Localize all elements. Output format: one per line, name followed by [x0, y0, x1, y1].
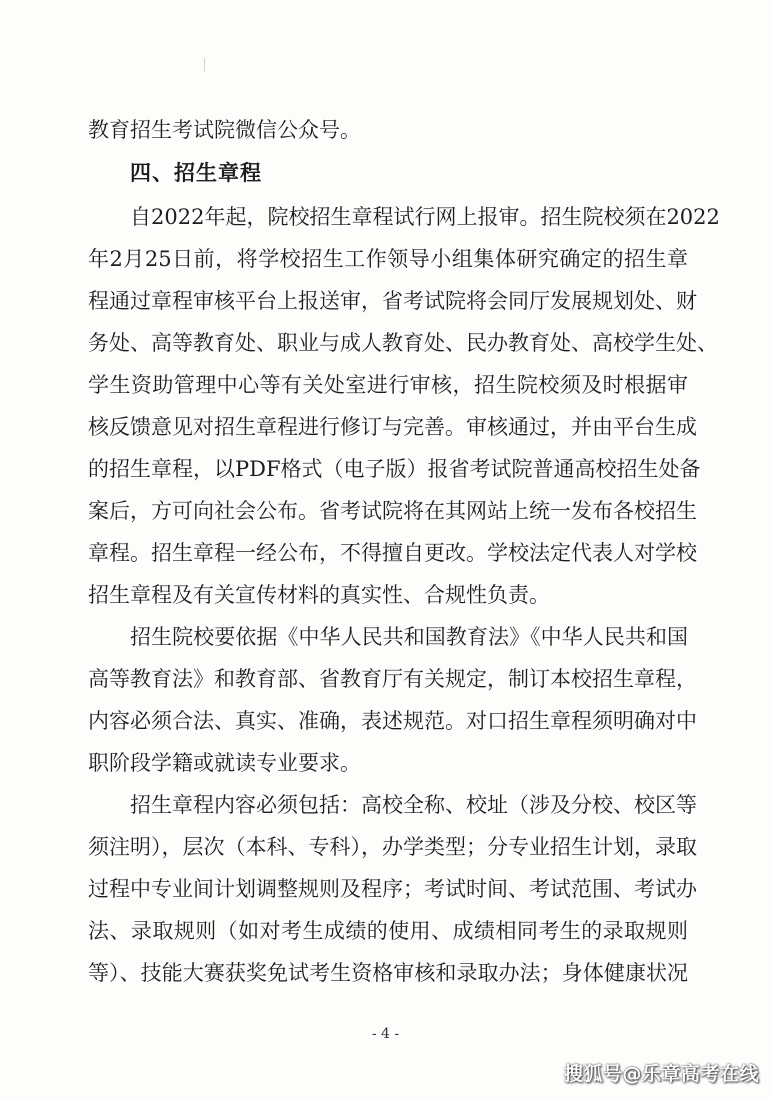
- text-line: 招生院校要依据《中华人民共和国教育法》《中华人民共和国: [130, 625, 688, 649]
- scan-mark: [204, 58, 208, 72]
- text-line: 程通过章程审核平台上报送审，省考试院将会同厅发展规划处、财: [88, 289, 697, 313]
- text-line: 等）、技能大赛获奖免试考生资格审核和录取办法；身体健康状况: [88, 961, 688, 985]
- text-line: 的招生章程，以PDF格式（电子版）报省考试院普通高校招生处备: [88, 457, 701, 481]
- text-line: 内容必须合法、真实、准确，表述规范。对口招生章程须明确对中: [88, 709, 697, 733]
- text-line: 核反馈意见对招生章程进行修订与完善。审核通过，并由平台生成: [88, 415, 697, 439]
- text-line: 职阶段学籍或就读专业要求。: [88, 751, 361, 775]
- text-line: 高等教育法》和教育部、省教育厅有关规定，制订本校招生章程，: [88, 667, 697, 691]
- text-line: 教育招生考试院微信公众号。: [88, 118, 361, 142]
- text-line: 法、录取规则（如对考生成绩的使用、成绩相同考生的录取规则: [88, 919, 688, 943]
- text-line: 自2022年起，院校招生章程试行网上报审。招生院校须在2022: [130, 205, 720, 229]
- watermark: 搜狐号@乐章高考在线: [563, 1063, 759, 1085]
- text-line: 章程。招生章程一经公布，不得擅自更改。学校法定代表人对学校: [88, 541, 697, 565]
- text-line: 招生章程内容必须包括：高校全称、校址（涉及分校、校区等: [130, 793, 697, 817]
- text-line: 过程中专业间计划调整规则及程序；考试时间、考试范围、考试办: [88, 877, 697, 901]
- text-line: 须注明），层次（本科、专科），办学类型；分专业招生计划，录取: [88, 835, 697, 859]
- section-heading: 四、招生章程: [130, 161, 262, 185]
- page-number: - 4 -: [371, 1026, 400, 1042]
- text-line: 务处、高等教育处、职业与成人教育处、民办教育处、高校学生处、: [88, 331, 718, 355]
- text-line: 学生资助管理中心等有关处室进行审核，招生院校须及时根据审: [88, 373, 688, 397]
- text-line: 案后，方可向社会公布。省考试院将在其网站上统一发布各校招生: [88, 499, 697, 523]
- text-line: 招生章程及有关宣传材料的真实性、合规性负责。: [88, 583, 550, 607]
- text-line: 年2月25日前，将学校招生工作领导小组集体研究确定的招生章: [88, 247, 688, 271]
